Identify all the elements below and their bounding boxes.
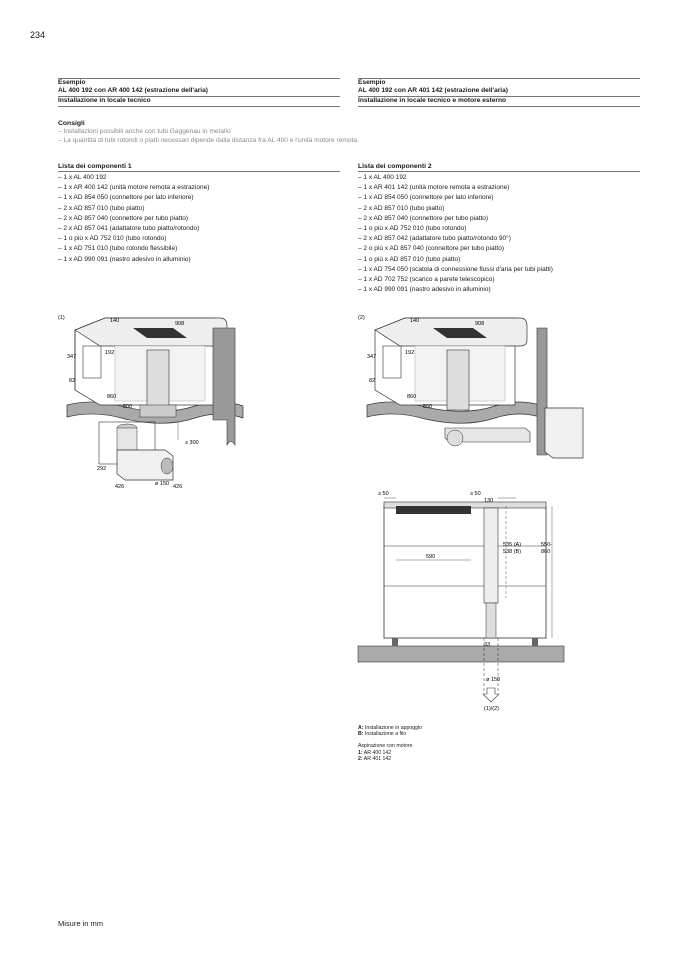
footer-note: Misure in mm [58, 919, 104, 928]
list-item: – 1 x AD 754 050 (scatola di connessione flussi d'aria per tubi piatti) [358, 265, 553, 273]
legend-key: A: [358, 725, 364, 731]
legend-text: AR 401 142 [363, 755, 392, 762]
example1-label: Esempio [58, 79, 86, 86]
dim-label: 192 [405, 350, 415, 356]
example1-header [58, 78, 340, 107]
diagram2-label: (2) [358, 315, 365, 321]
list-item: – 1 x AD 702 752 (scarico a parete telescopico) [358, 276, 495, 284]
dim-label: (1)/(2) [484, 706, 499, 712]
diagram-installation-2 [355, 310, 587, 460]
list-item: – 2 x AD 857 040 (connettore per tubo piatto) [358, 214, 489, 222]
dim-label: 860 [541, 549, 551, 555]
legend-key: 2: [358, 755, 363, 762]
diagram1-label: (1) [58, 315, 65, 321]
dim-label: ≥ 300 [185, 440, 199, 446]
dim-label: 426 [173, 484, 183, 490]
list-item: – 2 x AD 857 010 (tubo piatto) [358, 204, 445, 212]
dim-label: 550- [541, 542, 553, 548]
dim-label: 538 (B) [503, 549, 522, 555]
list-item: – 1 o più x AD 752 010 (tubo rotondo) [58, 235, 167, 243]
components-list-1 [58, 163, 340, 265]
dim-label: 82 [369, 378, 376, 384]
dim-label: 860 [107, 394, 117, 400]
page-number: 234 [30, 30, 46, 40]
list-item: – 1 x AD 751 010 (tubo rotondo flessibile) [58, 245, 178, 253]
dim-label: 140 [110, 318, 120, 324]
dim-label: 140 [410, 318, 420, 324]
dim-label: 33 [484, 642, 491, 648]
legend-text: AR 400 142 [363, 749, 392, 756]
example2-label: Esempio [358, 79, 386, 86]
dim-label: 192 [105, 350, 115, 356]
dim-label: 500 [123, 404, 133, 410]
list-item: – 2 o più x AD 857 040 (connettore per tubo piatto) [358, 245, 504, 253]
tips-line: – Installazioni possibili anche con tubi Gaggenau in metallo [58, 128, 231, 135]
list-item: – 1 x AD 990 091 (nastro adesivo in alluminio) [58, 255, 191, 263]
dim-label: ø 150 [486, 677, 501, 683]
legend-key: B: [358, 731, 364, 738]
dim-label: 908 [475, 321, 485, 327]
dim-label: ≥ 50 [470, 491, 481, 497]
dim-label: ø 150 [155, 481, 170, 487]
list-item: – 1 x AD 854 050 (connettore per lato inferiore) [358, 194, 494, 202]
tips-section [58, 120, 638, 145]
dim-label: 500 [423, 404, 433, 410]
dim-label: 535 (A) [503, 542, 522, 548]
dim-label: 590 [426, 554, 436, 560]
example2-subtitle: Installazione in locale tecnico e motore esterno [358, 97, 640, 107]
list-item: – 1 x AD 990 091 (nastro adesivo in alluminio) [358, 286, 491, 294]
dim-label: 860 [407, 394, 417, 400]
dim-label: 347 [367, 354, 377, 360]
list-item: – 2 x AD 857 040 (connettore per tubo piatto) [58, 214, 189, 222]
dim-label: 347 [67, 354, 77, 360]
example2-header [358, 78, 640, 107]
legend-heading: Aspirazione con motore [358, 743, 413, 750]
dim-label: 292 [97, 466, 107, 472]
components2-heading: Lista dei componenti 2 [358, 163, 640, 172]
list-item: – 1 x AL 400 192 [58, 174, 107, 181]
example2-title: AL 400 192 con AR 401 142 (estrazione dell'aria) [358, 87, 508, 95]
legend [358, 725, 422, 762]
example1-subtitle: Installazione in locale tecnico [58, 97, 340, 107]
list-item: – 1 x AR 400 142 (unità motore remota a estrazione) [58, 184, 210, 192]
dim-label: 82 [69, 378, 76, 384]
legend-text: Installazione in appoggio [364, 725, 423, 731]
list-item: – 1 x AR 401 142 (unità motore remota a estrazione) [358, 184, 510, 192]
list-item: – 1 x AL 400 192 [358, 174, 407, 181]
list-item: – 1 x AD 854 050 (connettore per lato inferiore) [58, 194, 194, 202]
list-item: – 2 x AD 857 010 (tubo piatto) [58, 204, 145, 212]
diagram-section [356, 488, 566, 713]
legend-text: Installazione a filo [364, 731, 407, 738]
legend-key: 1: [358, 749, 363, 756]
components1-heading: Lista dei componenti 1 [58, 163, 340, 172]
dim-label: 426 [115, 484, 125, 490]
dim-label: 908 [175, 321, 185, 327]
dim-label: ≥ 50 [378, 491, 389, 497]
tips-heading: Consigli [58, 120, 85, 127]
list-item: – 1 o più x AD 857 010 (tubo piatto) [358, 255, 461, 263]
list-item: – 1 o più x AD 752 010 (tubo rotondo) [358, 225, 467, 233]
components-list-2 [358, 163, 640, 295]
tips-line: – La quantità di tubi rotondi o piatti necessari dipende dalla distanza fra AL 400 e l'unità motore remota. [58, 136, 359, 144]
list-item: – 2 x AD 857 041 (adattatore tubo piatto/rotondo) [58, 225, 200, 233]
diagram-installation-1 [55, 310, 255, 495]
list-item: – 2 x AD 857 042 (adattatore tubo piatto/rotondo 90°) [358, 235, 511, 243]
example1-title: AL 400 192 con AR 400 142 (estrazione dell'aria) [58, 87, 208, 95]
dim-label: 130 [484, 498, 494, 504]
